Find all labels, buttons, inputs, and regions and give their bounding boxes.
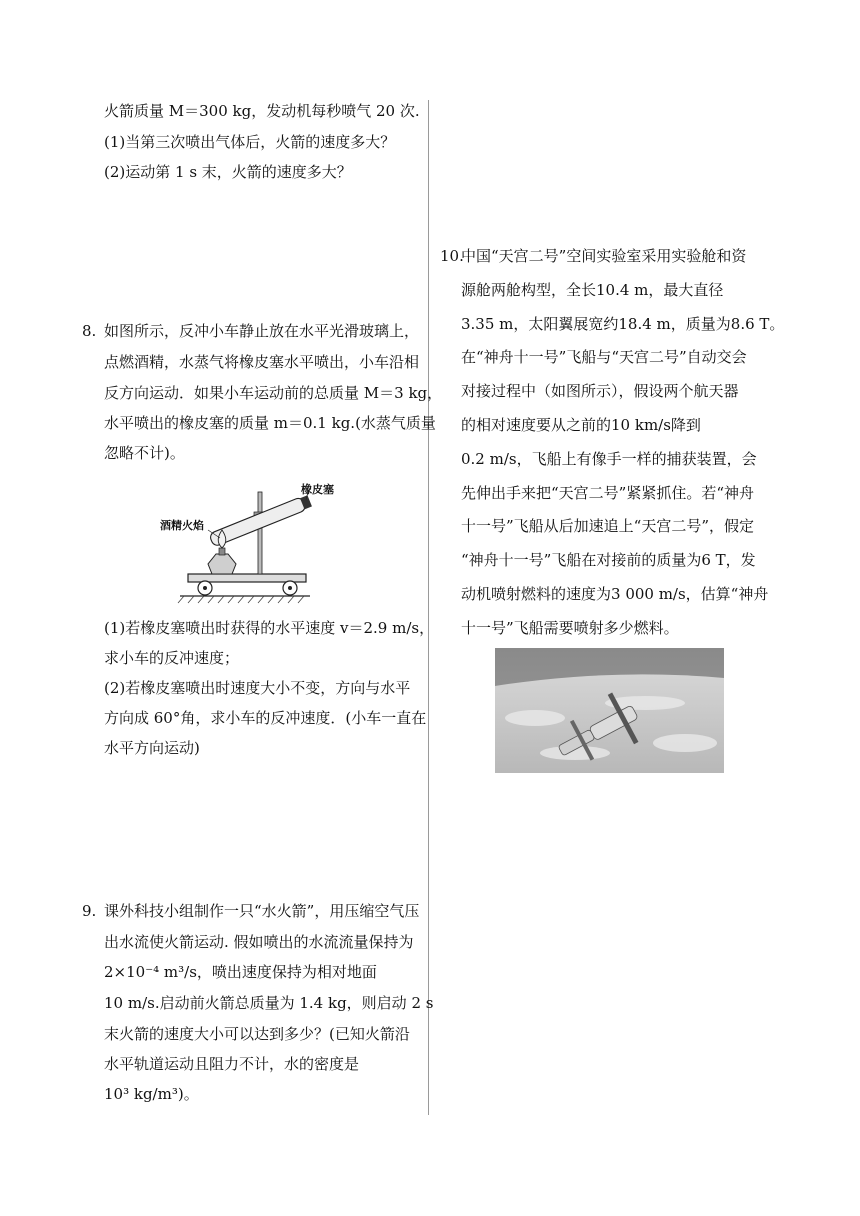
q9-line-5: 末火箭的速度大小可以达到多少？(已知火箭沿 — [104, 1025, 410, 1043]
space-docking-photo — [495, 648, 724, 773]
q10-line-1: 中国“天宫二号”空间实验室采用实验舱和资 — [461, 247, 747, 265]
q9-line-1: 课外科技小组制作一只“水火箭”，用压缩空气压 — [104, 902, 420, 920]
q10-line-2: 源舱两舱构型，全长10.4 m，最大直径 — [461, 281, 724, 299]
q8-line-3: 反方向运动．如果小车运动前的总质量 M＝3 kg， — [104, 384, 443, 402]
q8-line-4: 水平喷出的橡皮塞的质量 m＝0.1 kg.(水蒸气质量 — [104, 414, 436, 432]
q9-line-7: 10³ kg/m³)。 — [104, 1085, 199, 1103]
stand-pole — [258, 492, 262, 574]
q10-line-4: 在“神舟十一号”飞船与“天宫二号”自动交会 — [461, 348, 747, 366]
q10-line-9: 十一号”飞船从后加速追上“天宫二号”，假定 — [461, 517, 755, 535]
q10-number: 10. — [440, 247, 464, 265]
q10-line-11: 动机喷射燃料的速度为3 000 m/s，估算“神舟 — [461, 585, 769, 603]
flame-label: 酒精火焰 — [160, 519, 204, 532]
cork-label: 橡皮塞 — [301, 483, 334, 496]
q9-line-3: 2×10⁻⁴ m³/s，喷出速度保持为相对地面 — [104, 963, 377, 981]
q7-sub-question-2: (2)运动第 1 s 末，火箭的速度多大？ — [104, 163, 352, 181]
q8-line-1: 如图所示，反冲小车静止放在水平光滑玻璃上， — [104, 322, 420, 340]
q8-line-2: 点燃酒精，水蒸气将橡皮塞水平喷出，小车沿相 — [104, 353, 420, 371]
q10-line-10: “神舟十一号”飞船在对接前的质量为6 T，发 — [461, 551, 756, 569]
q8-sub2-line-1: (2)若橡皮塞喷出时速度大小不变，方向与水平 — [104, 679, 411, 697]
q8-sub1-line-2: 求小车的反冲速度； — [104, 649, 240, 667]
q7-line-1: 火箭质量 M＝300 kg，发动机每秒喷气 20 次. — [104, 102, 420, 120]
q8-sub2-line-2: 方向成 60°角，求小车的反冲速度．(小车一直在 — [104, 709, 427, 727]
q10-line-3: 3.35 m，太阳翼展宽约18.4 m，质量为8.6 T。 — [461, 315, 785, 333]
q9-line-6: 水平轨道运动且阻力不计，水的密度是 — [104, 1055, 360, 1073]
q9-line-2: 出水流使火箭运动. 假如喷出的水流流量保持为 — [104, 933, 414, 951]
column-divider — [428, 100, 429, 1115]
q10-line-8: 先伸出手来把“天宫二号”紧紧抓住。若“神舟 — [461, 484, 755, 502]
q8-line-5: 忽略不计)。 — [104, 444, 185, 462]
q9-number: 9. — [82, 902, 97, 920]
q7-sub-question-1: (1)当第三次喷出气体后，火箭的速度多大？ — [104, 133, 396, 151]
space-docking-illustration — [495, 648, 724, 773]
q10-line-12: 十一号”飞船需要喷射多少燃料。 — [461, 619, 679, 637]
q10-line-6: 的相对速度要从之前的10 km/s降到 — [461, 416, 701, 434]
q9-line-4: 10 m/s.启动前火箭总质量为 1.4 kg，则启动 2 s — [104, 994, 434, 1012]
alcohol-lamp — [208, 554, 236, 574]
q8-sub2-line-3: 水平方向运动) — [104, 739, 200, 757]
ground-hatching — [178, 596, 304, 603]
q10-line-5: 对接过程中（如图所示），假设两个航天器 — [461, 382, 739, 400]
q8-sub1-line-1: (1)若橡皮塞喷出时获得的水平速度 v＝2.9 m/s， — [104, 619, 435, 637]
q10-line-7: 0.2 m/s，飞船上有像手一样的捕获装置，会 — [461, 450, 757, 468]
q8-number: 8. — [82, 322, 97, 340]
